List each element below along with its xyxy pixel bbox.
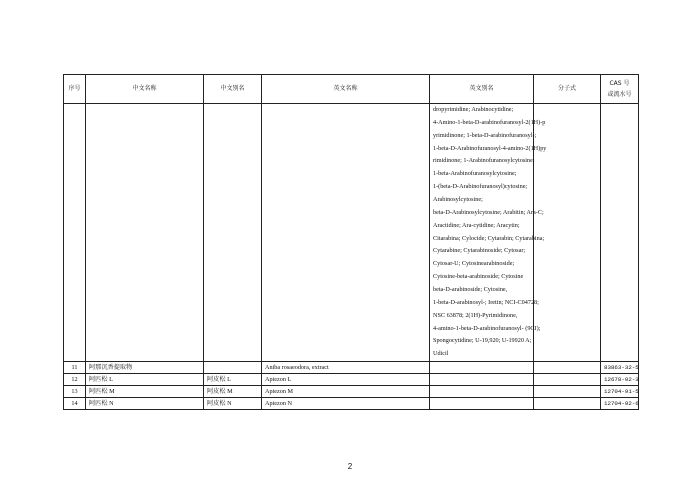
synonym-line: 1-(beta-D-Arabinofuranosyl)cytosine; — [433, 183, 528, 191]
continued-cas-cell — [601, 104, 639, 362]
row-cn-name-cell: 阿匹松 N — [86, 398, 204, 410]
synonym-line: Citarabina; Cylocide; Cytarabin; Cytarabina; — [433, 234, 545, 242]
row-en-name-cell: Apiezon L — [262, 374, 430, 386]
synonym-line: 1-beta-D-Arabinofuranosyl-4-amino-2(1H)py — [433, 144, 547, 152]
header-no: 序号 — [64, 75, 86, 104]
header-cn-name: 中文名称 — [86, 75, 204, 104]
synonym-line: beta-D-Arabinosylcytosine; Arabitin; Ara-C; — [433, 208, 544, 216]
row-en-alias-cell — [430, 398, 534, 410]
chemical-list-table — [63, 74, 639, 410]
row-formula-cell — [534, 386, 601, 398]
synonym-line: dropyrimidine; Arabinocytidine; — [433, 106, 514, 113]
continued-no-cell — [64, 104, 86, 362]
synonym-line: Cytosar-U; Cytosinearabinoside; — [433, 260, 515, 268]
header-en-alias: 英文别名 — [430, 75, 534, 104]
table-header-row — [64, 75, 639, 104]
table-row — [64, 374, 639, 386]
header-formula: 分子式 — [534, 75, 601, 104]
row-formula-cell — [534, 398, 601, 410]
synonym-line: yrimidinone; 1-beta-D-arabinofuranosyl-; — [433, 131, 537, 139]
synonym-line: Udicil — [433, 350, 449, 358]
row-cas-cell: 12704-92-6 — [601, 398, 639, 410]
table-row — [64, 362, 639, 374]
row-en-name-cell: Apiezon N — [262, 398, 430, 410]
row-cn-alias-cell — [204, 362, 262, 374]
continued-en-alias-cell — [430, 104, 547, 362]
synonym-line: Spongocytidine; U-19,920; U-19920 A; — [433, 337, 532, 345]
synonym-line: Aractidine; Ara-cytidine; Aracytin; — [433, 221, 520, 229]
synonym-line: 4-Amino-1-beta-D-arabinofuranosyl-2(1H)-p — [433, 118, 546, 126]
row-formula-cell — [534, 374, 601, 386]
synonym-line: Arabinosylcytosine; — [433, 196, 483, 204]
row-cn-alias-cell: 阿皮松 M — [204, 386, 262, 398]
continued-cn-alias-cell — [204, 104, 262, 362]
row-en-name-cell: Aniba rosaeodora, extract — [262, 362, 430, 374]
synonym-line: 1-beta-Arabinofuranosylcytosine; — [433, 170, 517, 178]
row-cn-alias-cell: 阿皮松 N — [204, 398, 262, 410]
row-formula-cell — [534, 362, 601, 374]
synonym-line: Cytarabine; Cytarabinoside; Cytosar; — [433, 247, 526, 255]
row-cn-alias-cell: 阿皮松 L — [204, 374, 262, 386]
row-en-alias-cell — [430, 374, 534, 386]
table-row — [64, 398, 639, 410]
continued-cn-name-cell — [86, 104, 204, 362]
header-cas-line2: 或流水号 — [607, 91, 632, 98]
row-cn-name-cell: 阿那沉香提取物 — [86, 362, 204, 374]
row-no-cell: 14 — [64, 398, 86, 410]
continued-formula-cell — [534, 104, 601, 362]
row-no-cell: 12 — [64, 374, 86, 386]
row-no-cell: 13 — [64, 386, 86, 398]
row-en-alias-cell — [430, 362, 534, 374]
page-number: 2 — [347, 462, 353, 471]
synonym-line: Cytosine-beta-arabinoside; Cytosine — [433, 273, 524, 281]
synonym-line: rimidinone; 1-Arabinofuranosylcytosine; — [433, 157, 535, 165]
synonym-line: beta-D-arabinoside; Cytosine, — [433, 286, 508, 294]
row-cn-name-cell: 阿匹松 L — [86, 374, 204, 386]
row-cas-cell: 83863-32-5 — [601, 362, 639, 374]
continued-en-name-cell — [262, 104, 430, 362]
row-cas-cell: 12704-91-5 — [601, 386, 639, 398]
header-en-name: 英文名称 — [262, 75, 430, 104]
row-en-alias-cell — [430, 386, 534, 398]
synonym-line: NSC 63878; 2(1H)-Pyrimidinone, — [433, 311, 518, 319]
synonym-line: 4-amino-1-beta-D-arabinofuranosyl- (9CI); — [433, 324, 541, 332]
header-cas — [601, 75, 639, 104]
synonym-line: 1-beta-D-arabinosyl-; Iretin; NCI-C04728; — [433, 298, 539, 306]
row-cn-name-cell: 阿匹松 M — [86, 386, 204, 398]
row-no-cell: 11 — [64, 362, 86, 374]
header-cn-alias: 中文别名 — [204, 75, 262, 104]
row-en-name-cell: Apiezon M — [262, 386, 430, 398]
continued-row — [64, 104, 639, 362]
table-row — [64, 386, 639, 398]
row-cas-cell: 12678-02-3 — [601, 374, 639, 386]
header-cas-line1: CAS 号 — [609, 80, 630, 87]
